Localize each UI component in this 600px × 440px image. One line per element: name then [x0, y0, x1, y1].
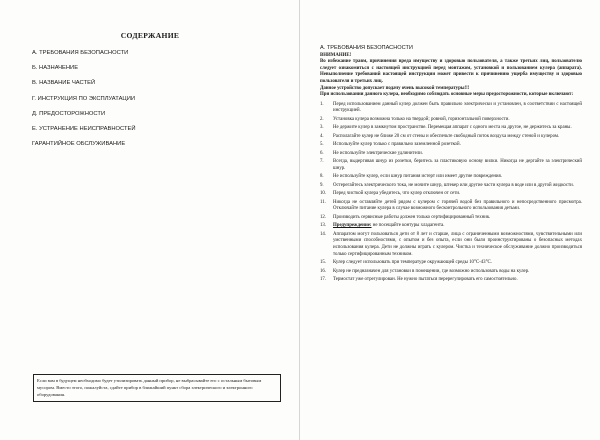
item-text [333, 269, 582, 276]
toc-list [32, 50, 282, 156]
list-item [320, 151, 582, 158]
item-body: Используйте кулер только с правильно заземленной розеткой. [333, 142, 461, 148]
list-item [320, 117, 582, 124]
item-body: Термостат уже отрегулирован. Не нужно пытаться перерегулировать его самостоятельно. [333, 277, 518, 283]
list-item [320, 102, 582, 115]
list-item [320, 159, 582, 172]
item-body: Не держите кулер в замкнутом пространстве. Перемещая аппарат с одного места на другое, не держитесь за краны. [333, 125, 572, 131]
list-item [320, 260, 582, 267]
item-body: Кулер следует использовать при температуре окружающей среды 10°С-43°С. [333, 260, 492, 266]
item-body: Не используйте электрические удлинители. [333, 150, 423, 156]
item-text [333, 125, 582, 132]
list-item [320, 215, 582, 222]
item-body: Перед использованием данный кулер должен быть правильно электрически и установлен, в соответствии с настоящей инструкцией. [333, 101, 582, 114]
list-item [320, 223, 582, 230]
toc-title: СОДЕРЖАНИЕ [120, 31, 180, 40]
item-number: 17. [320, 277, 327, 283]
item-body: Перед чисткой кулера убедитесь, что кулер отключен от сети. [333, 191, 461, 197]
item-body: Кулер не предназначен для установки в помещении, где возможно использовать воды на кулер. [333, 268, 530, 274]
toc-item: ГАРАНТИЙНОЕ ОБСЛУЖИВАНИЕ [32, 141, 126, 148]
warning-heading: ВНИМАНИЕ! [320, 52, 352, 58]
item-number: 10. [320, 191, 327, 197]
item-lead: Предупреждение: [333, 223, 372, 229]
item-number: 2. [320, 116, 324, 122]
item-number: 13. [320, 223, 327, 229]
disposal-notice-text: Если вам в будущем необходимо будет утилизировать данный прибор, не выбрасывайте его с остальным бытовым мусором. Вместо этого, пожалуйста, сдайте прибор в ближайший пункт сбора электрического и электронного оборудования. [37, 378, 262, 398]
item-text [333, 260, 582, 267]
right-page [300, 0, 600, 440]
toc-item: А. ТРЕБОВАНИЯ БЕЗОПАСНОСТИ [32, 50, 129, 56]
item-body: Всегда, выдергивая шнур из розетки, беритесь за пластиковую основу вилки. Никогда не дергайте за электрический шнур. [333, 159, 582, 171]
item-text [333, 134, 582, 141]
item-number: 16. [320, 268, 327, 274]
item-body: не посещайте контуры хладагента. [371, 223, 445, 229]
list-item [320, 125, 582, 132]
item-body: Производить сервисные работы должен только сертифицированный техник. [333, 214, 491, 220]
list-item [320, 183, 582, 190]
item-text [333, 223, 582, 230]
item-body: Располагайте кулер не ближе 20 см от стены и обеспечьте свободный поток воздуха между стеной и кулером. [333, 133, 560, 139]
safety-section [320, 45, 582, 286]
item-text [333, 151, 582, 158]
disposal-notice-box [33, 374, 281, 402]
item-number: 3. [320, 125, 324, 131]
item-body: Никогда не оставляйте детей рядом с кулером с горячей водой без правильного и непосредственного присмотра. Отключайте питание кулера в случае возможного бесконтрольного использования детьми. [333, 199, 582, 212]
item-text [333, 183, 582, 190]
list-item [320, 134, 582, 141]
item-text [333, 142, 582, 149]
item-number: 5. [320, 142, 324, 148]
item-text [333, 277, 582, 284]
list-item [320, 232, 582, 258]
item-number: 6. [320, 150, 324, 156]
item-text [333, 232, 582, 258]
toc-item: Б. НАЗНАЧЕНИЕ [32, 65, 79, 72]
item-text [333, 191, 582, 198]
item-number: 9. [320, 182, 324, 188]
item-body: Установка кулера возможна только на твердой; ровной, горизонтальной поверхности. [333, 116, 510, 122]
list-item [320, 269, 582, 276]
list-item [320, 142, 582, 149]
item-number: 1. [320, 101, 324, 107]
precautions-intro: При использовании данного кулера, необходимо соблюдать основные меры предосторожности, которые включают: [320, 92, 574, 98]
item-body: Аппаратом могут пользоваться дети от 8 лет и старше, лица с ограниченными возможностями, чувствительными или умственными способностями, с опытом и без опыта, если они были проинструктированы о безопасных методах использования кулера. Дети не должны играть с кулером. Чистка и техническое обслуживание должно производиться только сертифицированным техником. [333, 231, 582, 257]
toc-item: Е. УСТРАНЕНИЕ НЕИСПРАВНОСТЕЙ [32, 125, 136, 132]
item-number: 14. [320, 231, 327, 237]
toc-item: В. НАЗВАНИЕ ЧАСТЕЙ [32, 80, 96, 87]
item-body: Не используйте кулер, если шнур питания истерт или имеет другие повреждения. [333, 174, 502, 180]
item-text [333, 215, 582, 222]
high-temperature-warning: Данное устройство допускает подачу очень высокой температуры!!! [320, 85, 470, 91]
list-item [320, 277, 582, 284]
item-text [333, 159, 582, 172]
list-item [320, 200, 582, 213]
safety-intro: Во избежание травм, причинения вреда имуществу и здоровью пользователя, а также третьих лиц, пользователю следует ознакомиться с настоящей инструкцией перед монтажом, установкой и пользованием кулера (аппарата). Невыполнение требований настоящей инструкции может привести к причинению ущерба имуществу и здоровью пользователя и третьих лиц. [320, 59, 582, 84]
item-number: 12. [320, 214, 327, 220]
item-number: 8. [320, 174, 324, 180]
list-item [320, 191, 582, 198]
item-text [333, 200, 582, 213]
toc-item: Г. ИНСТРУКЦИЯ ПО ЭКСПЛУАТАЦИИ [32, 95, 136, 102]
list-item [320, 174, 582, 181]
item-text [333, 174, 582, 181]
toc-item: Д. ПРЕДОСТОРОЖНОСТИ [32, 110, 106, 117]
item-number: 15. [320, 260, 327, 266]
item-number: 7. [320, 159, 324, 165]
item-number: 4. [320, 133, 324, 139]
item-text [333, 102, 582, 115]
item-text [333, 117, 582, 124]
precautions-list [320, 102, 582, 284]
item-number: 11. [320, 199, 326, 205]
safety-section-title: А. ТРЕБОВАНИЯ БЕЗОПАСНОСТИ [320, 45, 413, 51]
item-body: Остерегайтесь электрического тока, не мочите шнур, штекер или другие части кулера в воде или в другой жидкости. [333, 182, 574, 188]
